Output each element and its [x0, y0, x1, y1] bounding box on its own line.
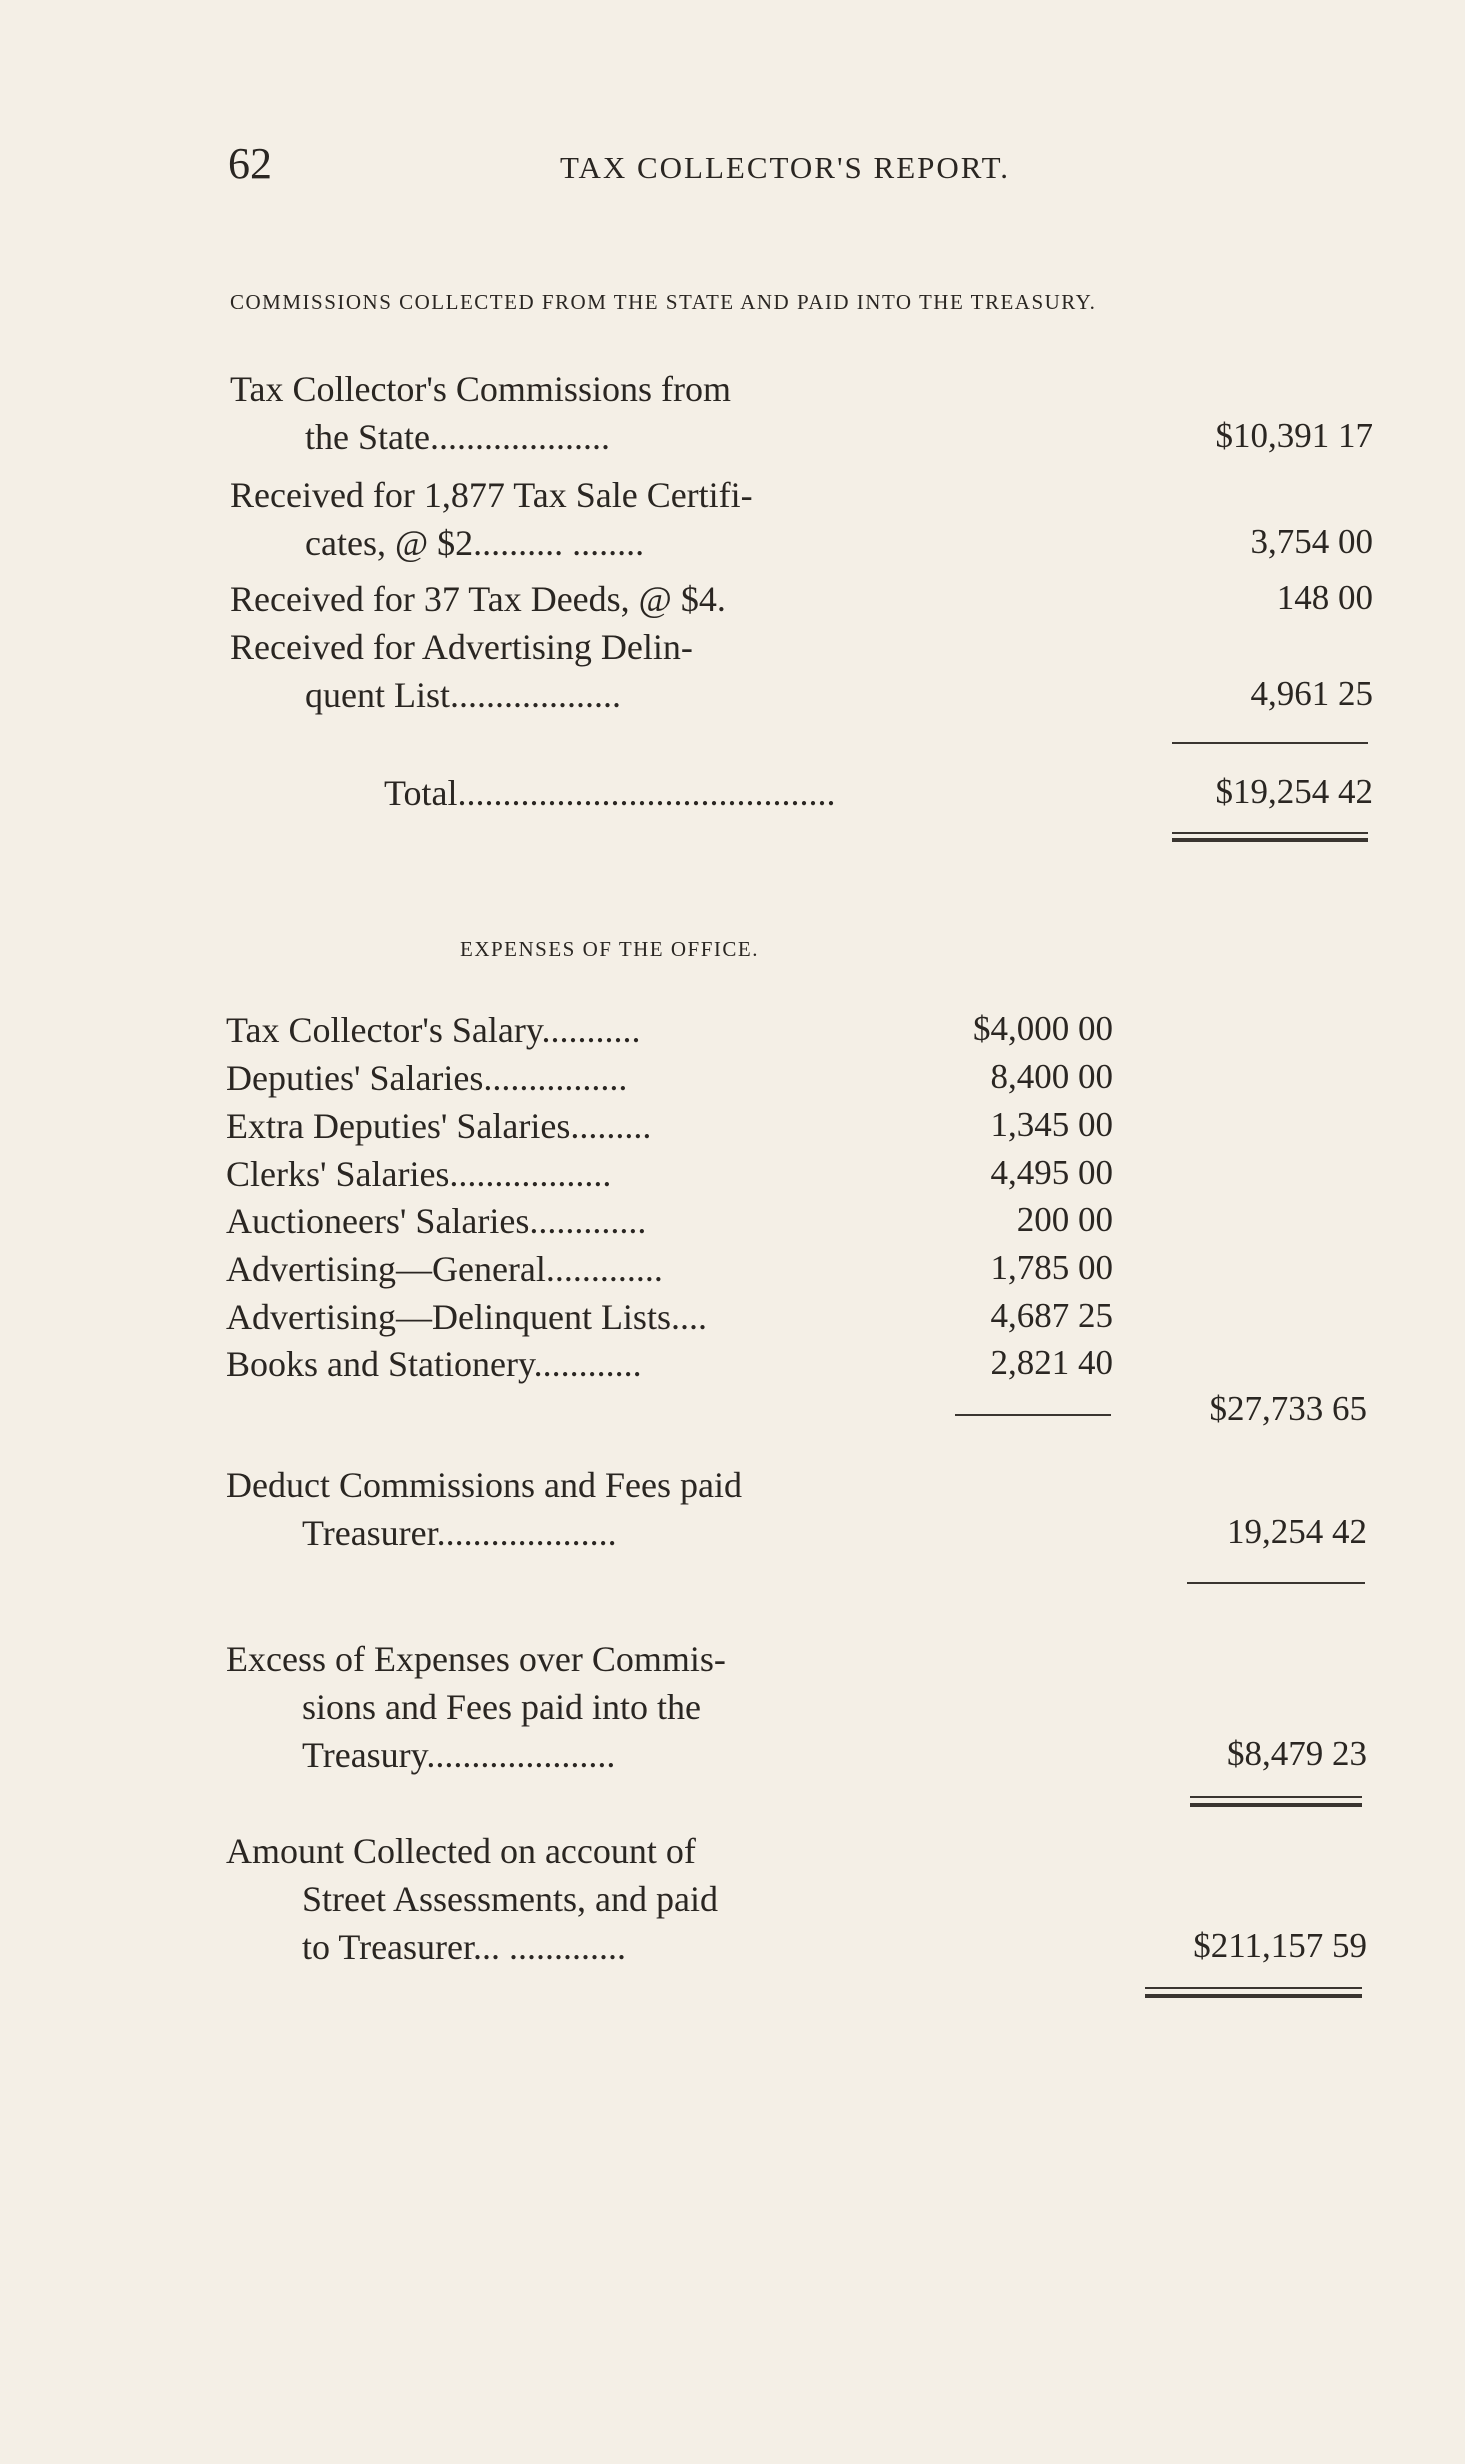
- expense-item-7-label: Advertising—Delinquent Lists....: [226, 1297, 707, 1337]
- commission-item-4-line1: Received for Advertising Delin-: [230, 627, 693, 667]
- expense-item-2-amount: 8,400 00: [990, 1057, 1113, 1096]
- expense-item-5-label: Auctioneers' Salaries.............: [226, 1201, 647, 1241]
- commission-item-2-line2: cates, @ $2.......... ........: [305, 523, 645, 563]
- expense-item-6-amount: 1,785 00: [990, 1248, 1113, 1287]
- deduct-line2: Treasurer....................: [302, 1513, 617, 1553]
- total-rule-top: [1172, 832, 1368, 834]
- deduct-rule: [1187, 1582, 1365, 1584]
- expense-item-3-amount: 1,345 00: [990, 1105, 1113, 1144]
- deduct-amount: 19,254 42: [1227, 1512, 1367, 1551]
- street-line2: Street Assessments, and paid: [302, 1879, 718, 1919]
- commission-item-3-line1: Received for 37 Tax Deeds, @ $4.: [230, 579, 726, 619]
- excess-line1: Excess of Expenses over Commis-: [226, 1639, 726, 1679]
- expense-item-2-label: Deputies' Salaries................: [226, 1058, 628, 1098]
- total-rule-bottom: [1172, 838, 1368, 842]
- expense-item-5-amount: 200 00: [1016, 1200, 1113, 1239]
- commissions-total-label: Total..........................................: [384, 773, 836, 813]
- expense-item-8-label: Books and Stationery............: [226, 1344, 642, 1384]
- commission-item-2-line1: Received for 1,877 Tax Sale Certifi-: [230, 475, 753, 515]
- running-head: TAX COLLECTOR'S REPORT.: [560, 150, 1010, 185]
- expense-item-3-label: Extra Deputies' Salaries.........: [226, 1106, 652, 1146]
- street-rule-bottom: [1145, 1994, 1362, 1998]
- commissions-heading: COMMISSIONS COLLECTED FROM THE STATE AND PAID INTO THE TREASURY.: [230, 290, 1097, 314]
- expense-item-6-label: Advertising—General.............: [226, 1249, 663, 1289]
- commission-item-3-amount: 148 00: [1276, 578, 1373, 617]
- expense-item-7-amount: 4,687 25: [990, 1296, 1113, 1335]
- commission-item-2-amount: 3,754 00: [1250, 522, 1373, 561]
- page-number: 62: [228, 139, 272, 188]
- commission-item-1-line1: Tax Collector's Commissions from: [230, 369, 731, 409]
- expense-item-8-amount: 2,821 40: [990, 1343, 1113, 1382]
- excess-rule-bottom: [1190, 1803, 1362, 1807]
- commission-item-4-line2: quent List...................: [305, 675, 621, 715]
- expense-item-4-label: Clerks' Salaries..................: [226, 1154, 612, 1194]
- subtotal-rule: [1172, 742, 1368, 744]
- expense-item-1-label: Tax Collector's Salary...........: [226, 1010, 641, 1050]
- street-amount: $211,157 59: [1193, 1926, 1367, 1965]
- expenses-heading: EXPENSES OF THE OFFICE.: [460, 937, 759, 961]
- expense-item-1-amount: $4,000 00: [973, 1009, 1113, 1048]
- expenses-subtotal: $27,733 65: [1209, 1389, 1367, 1428]
- street-line3: to Treasurer... .............: [302, 1927, 626, 1967]
- excess-rule-top: [1190, 1796, 1362, 1798]
- commissions-total-amount: $19,254 42: [1215, 772, 1373, 811]
- excess-line2: sions and Fees paid into the: [302, 1687, 701, 1727]
- deduct-line1: Deduct Commissions and Fees paid: [226, 1465, 742, 1505]
- street-rule-top: [1145, 1987, 1362, 1989]
- commission-item-1-line2: the State....................: [305, 417, 610, 457]
- expenses-column-rule: [955, 1414, 1111, 1416]
- commission-item-4-amount: 4,961 25: [1250, 674, 1373, 713]
- expense-item-4-amount: 4,495 00: [990, 1153, 1113, 1192]
- commission-item-1-amount: $10,391 17: [1215, 416, 1373, 455]
- street-line1: Amount Collected on account of: [226, 1831, 696, 1871]
- excess-amount: $8,479 23: [1227, 1734, 1367, 1773]
- excess-line3: Treasury.....................: [302, 1735, 616, 1775]
